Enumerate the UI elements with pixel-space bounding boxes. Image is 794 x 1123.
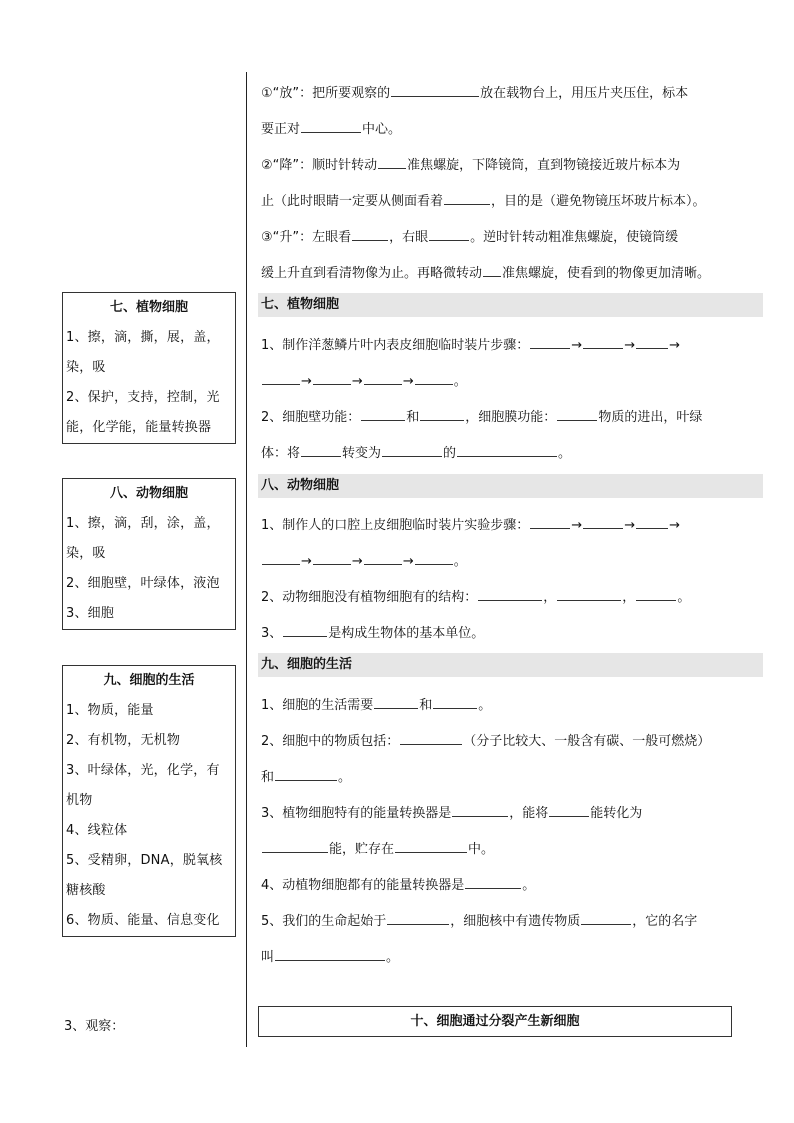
fill-blank[interactable]	[429, 227, 469, 241]
answer-box-title: 七、植物细胞	[109, 300, 188, 315]
text: 。	[478, 698, 492, 713]
answer-line: 糖核酸	[66, 883, 106, 898]
fill-blank[interactable]	[530, 335, 570, 349]
text: ，	[543, 590, 557, 605]
text: 。逆时针转动粗准焦螺旋，使镜筒缓	[470, 230, 679, 245]
life-q3-line-2	[261, 838, 741, 857]
text: 。	[677, 590, 691, 605]
plant-q1-line-1	[261, 334, 741, 353]
text: 3、	[261, 626, 283, 641]
arrow: →	[402, 374, 414, 389]
text: 叫	[261, 950, 275, 965]
observe-line-4	[261, 190, 741, 209]
observe-line-2	[261, 118, 741, 137]
answer-line: 5、受精卵，DNA，脱氧核	[66, 853, 223, 868]
fill-blank[interactable]	[452, 803, 508, 817]
text: 2、动物细胞没有植物细胞有的结构：	[261, 590, 478, 605]
text: 要正对	[261, 122, 301, 137]
answer-box-animal-cell	[62, 478, 236, 630]
text: 中心。	[362, 122, 402, 137]
fill-blank[interactable]	[275, 767, 337, 781]
observe-line-1	[261, 82, 741, 101]
text: 4、动植物细胞都有的能量转换器是	[261, 878, 465, 893]
fill-blank[interactable]	[352, 227, 388, 241]
section-heading-cell-life: 九、细胞的生活	[258, 653, 763, 677]
arrow: →	[669, 518, 680, 533]
fill-blank[interactable]	[262, 839, 328, 853]
arrow: →	[571, 338, 583, 353]
arrow: →	[301, 374, 312, 389]
fill-blank[interactable]	[262, 371, 300, 385]
answer-line: 1、物质，能量	[66, 703, 154, 718]
text: 1、细胞的生活需要	[261, 698, 374, 713]
fill-blank[interactable]	[420, 407, 464, 421]
arrow: →	[624, 518, 636, 533]
text: 中。	[468, 842, 495, 857]
answer-line: 2、细胞壁，叶绿体，液泡	[66, 576, 220, 591]
arrow: →	[402, 554, 414, 569]
life-q5-line-2	[261, 946, 741, 965]
text: ，它的名字	[632, 914, 698, 929]
plant-q1-line-2	[261, 370, 741, 389]
answer-line: 3、叶绿体，光，化学，有	[66, 763, 220, 778]
text: 1、制作人的口腔上皮细胞临时装片实验步骤：	[261, 518, 530, 533]
fill-blank[interactable]	[364, 551, 402, 565]
text: 。	[558, 446, 572, 461]
text: ，细胞膜功能：	[465, 410, 557, 425]
fill-blank[interactable]	[400, 731, 462, 745]
animal-q2-line	[261, 586, 741, 605]
answer-box-cell-life	[62, 665, 236, 937]
text: ②“降”：顺时针转动	[261, 158, 378, 173]
fill-blank[interactable]	[378, 155, 406, 169]
answer-line: 1、擦，滴，刮，涂，盖，	[66, 516, 220, 531]
fill-blank[interactable]	[301, 119, 361, 133]
fill-blank[interactable]	[364, 371, 402, 385]
text: ，	[622, 590, 636, 605]
fill-blank[interactable]	[374, 695, 418, 709]
text: 。	[338, 770, 352, 785]
fill-blank[interactable]	[395, 839, 467, 853]
text: 3、植物细胞特有的能量转换器是	[261, 806, 452, 821]
life-q5-line-1	[261, 910, 741, 929]
text: 转变为	[342, 446, 382, 461]
animal-q3-line	[261, 622, 741, 641]
life-q1-line	[261, 694, 741, 713]
fill-blank[interactable]	[478, 587, 542, 601]
text: 能转化为	[590, 806, 643, 821]
fill-blank[interactable]	[391, 83, 479, 97]
answer-line: 3、细胞	[66, 606, 115, 621]
answer-line: 6、物质、能量、信息变化	[66, 913, 220, 928]
fill-blank[interactable]	[457, 443, 557, 457]
answer-box-plant-cell	[62, 292, 236, 444]
text: ，右眼	[389, 230, 429, 245]
fill-blank[interactable]	[415, 551, 453, 565]
answer-line: 2、有机物，无机物	[66, 733, 181, 748]
observe-line-3	[261, 154, 741, 173]
answer-box-title: 九、细胞的生活	[103, 673, 195, 688]
fill-blank[interactable]	[581, 911, 631, 925]
fill-blank[interactable]	[465, 875, 521, 889]
fill-blank[interactable]	[636, 335, 668, 349]
text: 是构成生物体的基本单位。	[328, 626, 485, 641]
arrow: →	[571, 518, 583, 533]
fill-blank[interactable]	[301, 443, 341, 457]
column-divider	[246, 72, 247, 1047]
section-heading-plant-cell: 七、植物细胞	[258, 293, 763, 317]
answer-line: 机物	[66, 793, 93, 808]
answer-line: 能，化学能，能量转换器	[66, 420, 212, 435]
text: 准焦螺旋，使看到的物像更加清晰。	[502, 266, 711, 281]
text: 。	[453, 374, 467, 389]
text: 。	[522, 878, 536, 893]
fill-blank[interactable]	[483, 263, 501, 277]
answer-line: 1、擦，滴，撕，展，盖，	[66, 330, 220, 345]
text: 2、细胞壁功能：	[261, 410, 361, 425]
text: 2、细胞中的物质包括：	[261, 734, 400, 749]
fill-blank[interactable]	[283, 623, 327, 637]
arrow: →	[669, 338, 680, 353]
section-heading-animal-cell: 八、动物细胞	[258, 474, 763, 498]
fill-blank[interactable]	[583, 515, 623, 529]
fill-blank[interactable]	[444, 191, 490, 205]
fill-blank[interactable]	[387, 911, 449, 925]
arrow: →	[351, 374, 363, 389]
answer-line: 染，吸	[66, 546, 106, 561]
answer-line: 染，吸	[66, 360, 106, 375]
text: 物质的进出，叶绿	[598, 410, 703, 425]
animal-q1-line-1	[261, 514, 741, 533]
fill-blank[interactable]	[530, 515, 570, 529]
arrow: →	[624, 338, 636, 353]
text: 的	[443, 446, 457, 461]
text: ，能将	[509, 806, 549, 821]
text: 止（此时眼睛一定要从侧面看着	[261, 194, 444, 209]
section-heading-cell-division: 十、细胞通过分裂产生新细胞	[258, 1006, 732, 1037]
answer-line: 2、保护，支持，控制，光	[66, 390, 220, 405]
life-q2-line-2	[261, 766, 741, 785]
plant-q2-line-1	[261, 406, 741, 425]
arrow: →	[351, 554, 363, 569]
fill-blank[interactable]	[361, 407, 405, 421]
text: ，目的是（避免物镜压坏玻片标本）。	[491, 194, 706, 209]
text: 体：将	[261, 446, 301, 461]
fill-blank[interactable]	[549, 803, 589, 817]
answer-box-title: 八、动物细胞	[109, 486, 188, 501]
observe-line-5	[261, 226, 741, 245]
answer-line: 4、线粒体	[66, 823, 128, 838]
text: 缓上升直到看清物像为止。再略微转动	[261, 266, 483, 281]
arrow: →	[301, 554, 312, 569]
observe-line-6	[261, 262, 741, 281]
text: 放在载物台上，用压片夹压住，标本	[480, 86, 689, 101]
text: 能，贮存在	[329, 842, 395, 857]
life-q3-line-1	[261, 802, 741, 821]
fill-blank[interactable]	[433, 695, 477, 709]
observe-note: 3、观察：	[64, 1019, 125, 1034]
fill-blank[interactable]	[415, 371, 453, 385]
fill-blank[interactable]	[636, 515, 668, 529]
text: 1、制作洋葱鳞片叶内表皮细胞临时装片步骤：	[261, 338, 530, 353]
life-q4-line	[261, 874, 741, 893]
text: 和	[406, 410, 420, 425]
animal-q1-line-2	[261, 550, 741, 569]
text: 。	[453, 554, 467, 569]
fill-blank[interactable]	[636, 587, 676, 601]
text: 和	[261, 770, 275, 785]
fill-blank[interactable]	[275, 947, 385, 961]
fill-blank[interactable]	[262, 551, 300, 565]
fill-blank[interactable]	[313, 551, 351, 565]
life-q2-line-1	[261, 730, 741, 749]
fill-blank[interactable]	[583, 335, 623, 349]
text: 5、我们的生命起始于	[261, 914, 387, 929]
text: 准焦螺旋，下降镜筒，直到物镜接近玻片标本为	[407, 158, 681, 173]
text: ③“升”：左眼看	[261, 230, 352, 245]
text: 。	[386, 950, 400, 965]
plant-q2-line-2	[261, 442, 741, 461]
text: ①“放”：把所要观察的	[261, 86, 391, 101]
fill-blank[interactable]	[557, 407, 597, 421]
fill-blank[interactable]	[557, 587, 621, 601]
fill-blank[interactable]	[313, 371, 351, 385]
fill-blank[interactable]	[382, 443, 442, 457]
text: （分子比较大、一般含有碳、一般可燃烧）	[463, 734, 711, 749]
text: 和	[419, 698, 433, 713]
text: ，细胞核中有遗传物质	[450, 914, 581, 929]
